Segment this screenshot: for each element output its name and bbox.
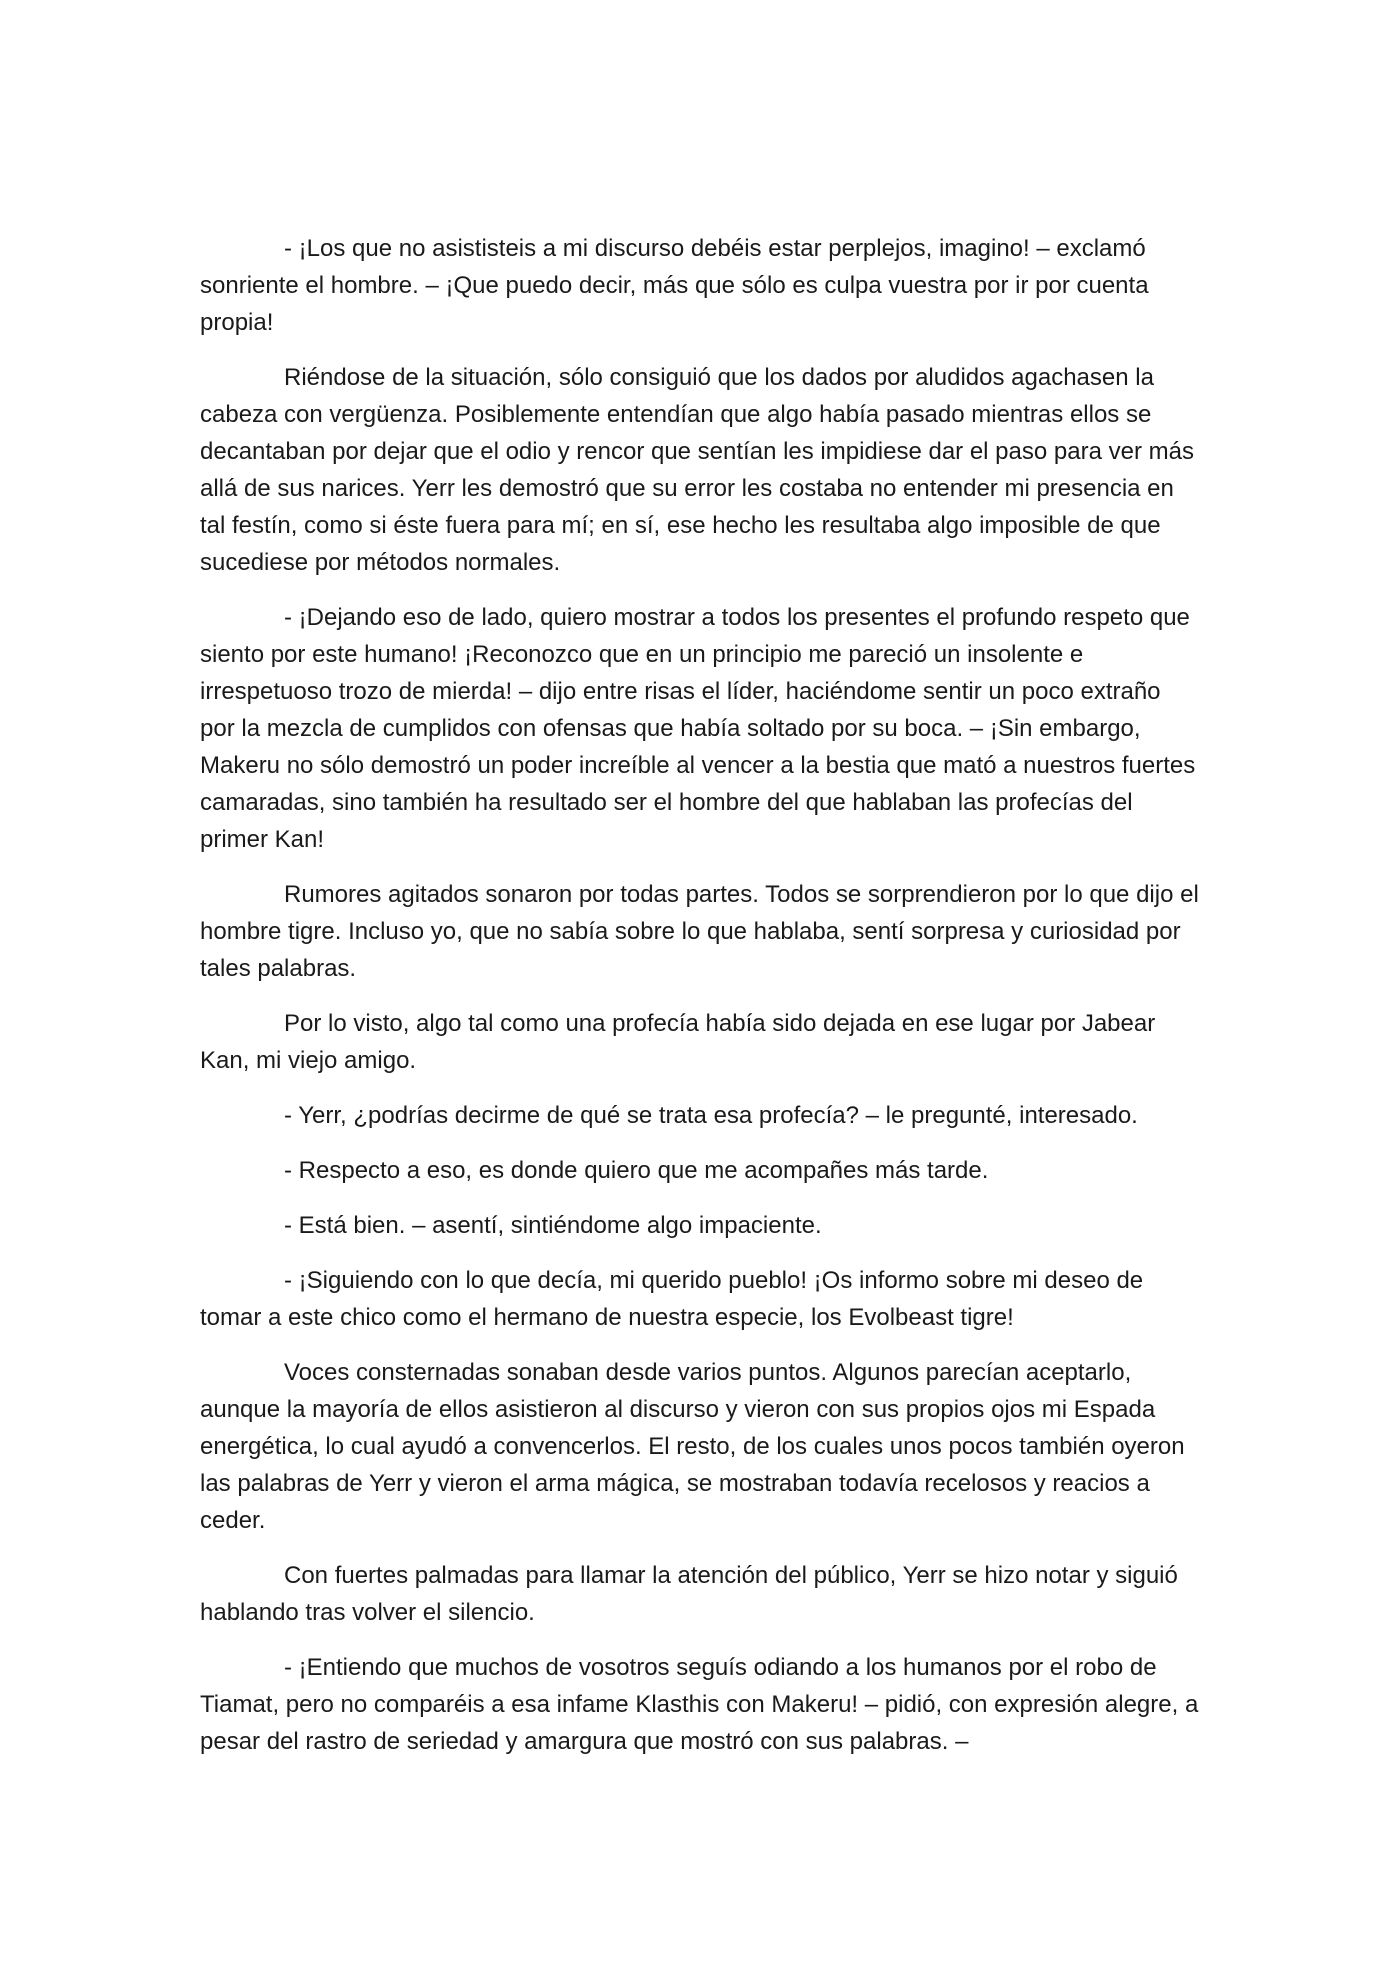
- paragraph: - ¡Dejando eso de lado, quiero mostrar a todos los presentes el profundo respeto que siento por este humano! ¡Reconozco que en un principio me pareció un insolente e irrespetuoso trozo de mierda! – dijo entre risas el líder, haciéndome sentir un poco extraño por la mezcla de cumplidos con ofensas que había soltado por su boca. – ¡Sin embargo, Makeru no sólo demostró un poder increíble al vencer a la bestia que mató a nuestros fuertes camaradas, sino también ha resultado ser el hombre del que hablaban las profecías del primer Kan!: [200, 604, 1196, 853]
- paragraph: Voces consternadas sonaban desde varios puntos. Algunos parecían aceptarlo, aunque la mayoría de ellos asistieron al discurso y vieron con sus propios ojos mi Espada energética, lo cual ayudó a convencerlos. El resto, de los cuales unos pocos también oyeron las palabras de Yerr y vieron el arma mágica, se mostraban todavía recelosos y reacios a ceder.: [200, 1359, 1185, 1534]
- paragraph: - Yerr, ¿podrías decirme de qué se trata esa profecía? – le pregunté, interesado.: [284, 1102, 1138, 1129]
- paragraph: - ¡Entiendo que muchos de vosotros seguís odiando a los humanos por el robo de Tiamat, pero no comparéis a esa infame Klasthis con Makeru! – pidió, con expresión alegre, a pesar del rastro de seriedad y amargura que mostró con sus palabras. –: [200, 1654, 1199, 1755]
- paragraph: - ¡Los que no asististeis a mi discurso debéis estar perplejos, imagino! – exclamó sonriente el hombre. – ¡Que puedo decir, más que sólo es culpa vuestra por ir por cuenta propia!: [200, 235, 1149, 336]
- paragraph: Por lo visto, algo tal como una profecía había sido dejada en ese lugar por Jabear Kan, mi viejo amigo.: [200, 1010, 1156, 1074]
- paragraph: Con fuertes palmadas para llamar la atención del público, Yerr se hizo notar y siguió hablando tras volver el silencio.: [200, 1562, 1178, 1626]
- body-text: [200, 230, 1200, 1778]
- paragraph: - Está bien. – asentí, sintiéndome algo impaciente.: [284, 1212, 822, 1239]
- paragraph: - ¡Siguiendo con lo que decía, mi querido pueblo! ¡Os informo sobre mi deseo de tomar a este chico como el hermano de nuestra especie, los Evolbeast tigre!: [200, 1267, 1144, 1331]
- paragraph: Riéndose de la situación, sólo consiguió que los dados por aludidos agachasen la cabeza con vergüenza. Posiblemente entendían que algo había pasado mientras ellos se decantaban por dejar que el odio y rencor que sentían les impidiese dar el paso para ver más allá de sus narices. Yerr les demostró que su error les costaba no entender mi presencia en tal festín, como si éste fuera para mí; en sí, ese hecho les resultaba algo imposible de que sucediese por métodos normales.: [200, 364, 1194, 576]
- paragraph: - Respecto a eso, es donde quiero que me acompañes más tarde.: [284, 1157, 989, 1184]
- paragraph: Rumores agitados sonaron por todas partes. Todos se sorprendieron por lo que dijo el hombre tigre. Incluso yo, que no sabía sobre lo que hablaba, sentí sorpresa y curiosidad por tales palabras.: [200, 881, 1199, 982]
